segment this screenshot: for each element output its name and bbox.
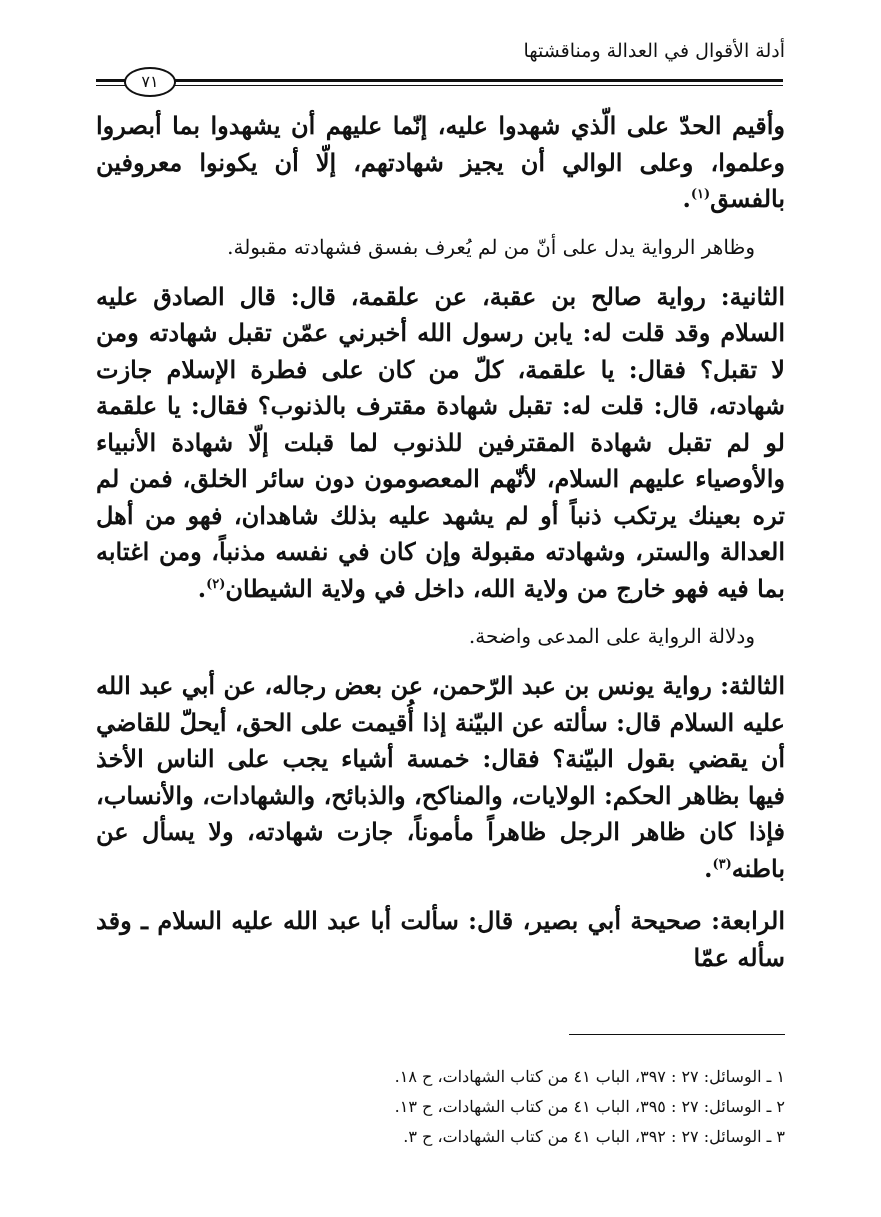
- header-rule-thick-line: [96, 79, 783, 82]
- paragraph-4: ودلالة الرواية على المدعى واضحة.: [468, 624, 755, 648]
- paragraph-3: [96, 279, 785, 608]
- paragraph-3-text: الثانية: رواية صالح بن عقبة، عن علقمة، قال: قال الصادق عليه السلام وقد قلت له: يابن رسول الله أخبرني عمّن تقبل شهادته ومن لا تقبل؟ فقال: يا علقمة، كلّ من كان على فطرة الإسلام جازت شهادته، قال: قلت له: تقبل شهادة مقترف بالذنوب؟ فقال: يا علقمة لو لم تقبل شهادة المقترفين للذنوب لما قبلت إلّا شهادة الأنبياء والأوصياء عليهم السلام، لأنّهم المعصومون دون سائر الخلق، فمن لم تره بعينك يرتكب ذنباً أو لم يشهد عليه بذلك شاهدان، فهو من أهل العدالة والستر، وشهادته مقبولة وإن كان في نفسه مذنباً، ومن اغتابه بما فيه فهو خارج من ولاية الله، داخل في ولاية الشيطان: [96, 281, 785, 603]
- footnotes: [96, 1062, 785, 1152]
- running-title: أدلة الأقوال في العدالة ومناقشتها: [523, 40, 785, 62]
- paragraph-1-text: وأقيم الحدّ على الّذي شهدوا عليه، إنّما عليهم أن يشهدوا بما أبصروا وعلموا، وعلى الوالي أن يجيز شهادتهم، إلّا أن يكونوا معروفين بالفسق: [96, 111, 785, 213]
- paragraph-3-end: .: [197, 573, 207, 603]
- footnote-3: ٣ ـ الوسائل: ٢٧ : ٣٩٢، الباب ٤١ من كتاب الشهادات، ح ٣.: [403, 1127, 785, 1146]
- paragraph-5-text: الثالثة: رواية يونس بن عبد الرّحمن، عن بعض رجاله، عن أبي عبد الله عليه السلام قال: سألته عن البيّنة إذا أُقيمت على الحق، أيحلّ للقاضي أن يقضي بقول البيّنة؟ فقال: خمسة أشياء يجب على الناس الأخذ فيها بظاهر الحكم: الولايات، والمناكح، والذبائح، والشهادات، والأنساب، فإذا كان ظاهر الرجل ظاهراً مأموناً، جازت شهادته، ولا يسأل عن باطنه: [96, 671, 786, 883]
- footnote-2: ٢ ـ الوسائل: ٢٧ : ٣٩٥، الباب ٤١ من كتاب الشهادات، ح ١٣.: [394, 1097, 785, 1116]
- paragraph-5: [96, 668, 785, 887]
- main-text: [96, 108, 785, 976]
- footnote-separator: [569, 1034, 785, 1035]
- header-rule: [96, 70, 783, 92]
- paragraph-1: [96, 108, 785, 218]
- paragraph-1-end: .: [682, 184, 691, 213]
- paragraph-5-end: .: [704, 853, 713, 883]
- header-rule-thin-line: [96, 85, 783, 86]
- footnote-ref-1: (١): [690, 187, 711, 202]
- footnote-ref-2: (٢): [206, 576, 226, 592]
- paragraph-2: وظاهر الرواية يدل على أنّ من لم يُعرف بفسق فشهادته مقبولة.: [227, 234, 755, 259]
- paragraph-6: الرابعة: صحيحة أبي بصير، قال: سألت أبا عبد الله عليه السلام ـ وقد سأله عمّا: [96, 906, 785, 972]
- footnote-1: ١ ـ الوسائل: ٢٧ : ٣٩٧، الباب ٤١ من كتاب الشهادات، ح ١٨.: [394, 1067, 785, 1086]
- page-number: ٧١: [124, 67, 176, 97]
- footnote-ref-3: (٣): [712, 856, 732, 872]
